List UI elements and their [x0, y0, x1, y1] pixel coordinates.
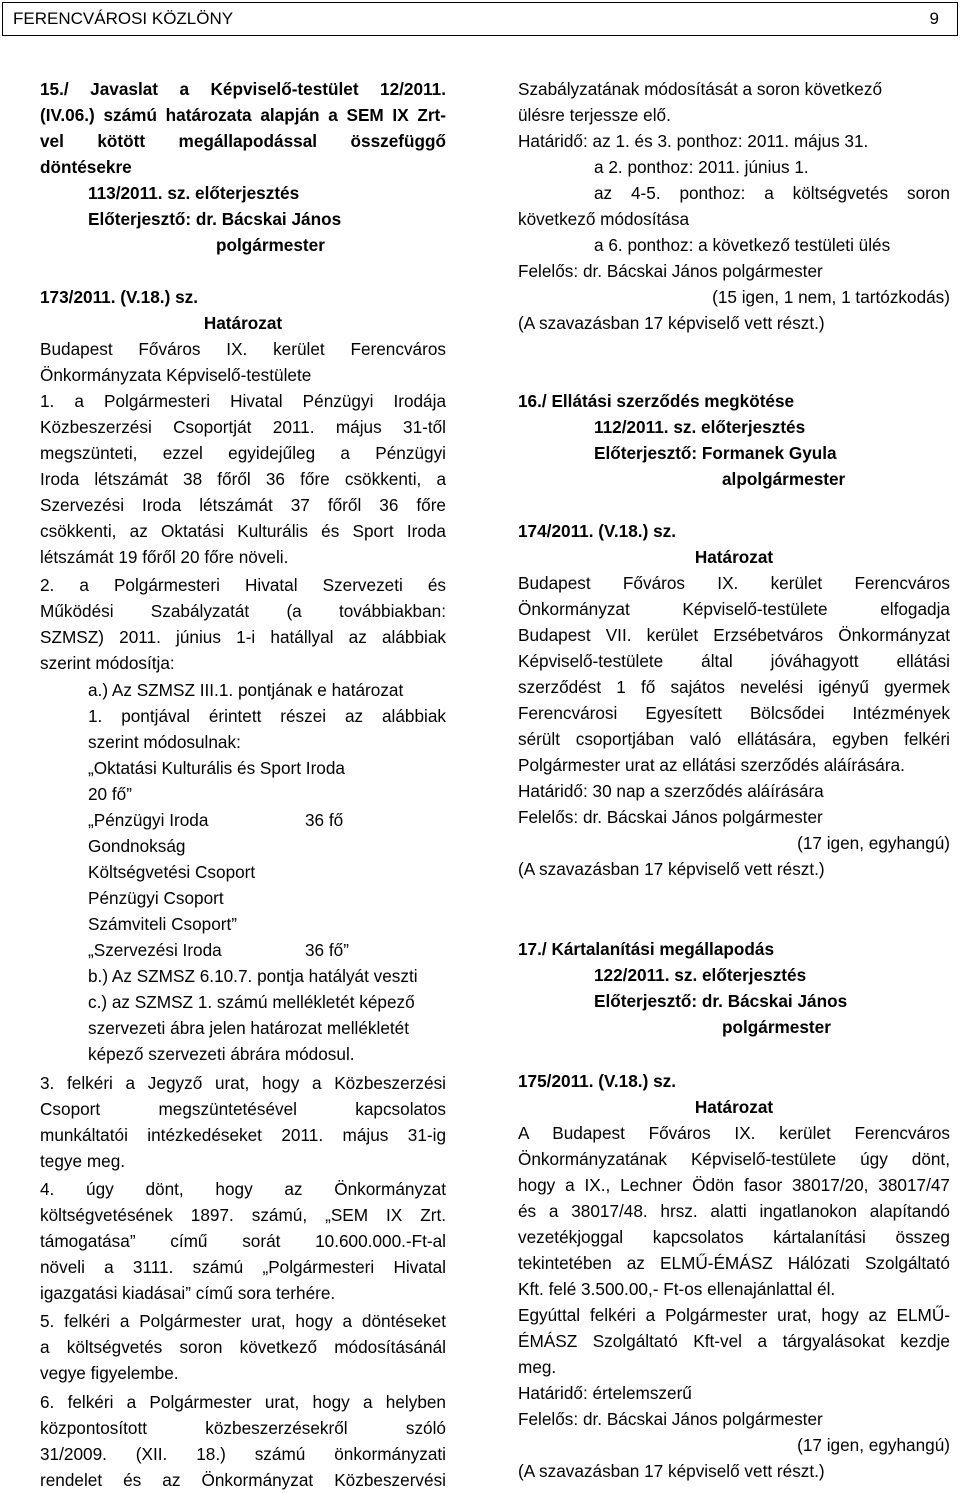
resolution-number: 174/2011. (V.18.) sz.: [518, 521, 676, 541]
resolution-heading: Határozat: [694, 1097, 774, 1117]
paragraph-line: ülésre terjessze elő.: [518, 105, 671, 125]
paragraph-line: rendelet és az Önkormányzat Közbeszervési: [40, 1470, 446, 1490]
quoted-line: 20 fő”: [88, 784, 132, 804]
publication-title: FERENCVÁROSI KÖZLÖNY: [13, 9, 234, 28]
paragraph-line: b.) Az SZMSZ 6.10.7. pontja hatályát veszti: [88, 966, 418, 986]
responsible-line: Felelős: dr. Bácskai János polgármester: [518, 807, 823, 827]
paragraph-line: ÉMÁSZ Szolgáltató Kft-vel a tárgyalásokat kezdje: [518, 1331, 950, 1351]
paragraph-line: Önkormányzat Képviselő-testülete elfogadja: [518, 599, 950, 619]
paragraph-line: Polgármester urat az ellátási szerződés aláírására.: [518, 755, 905, 775]
agenda-item-15-title: (IV.06.) számú határozata alapján a SEM IX Zrt-: [40, 105, 446, 125]
agenda-item-16-title: 16./ Ellátási szerződés megkötése: [518, 391, 795, 411]
paragraph-line: hogy a IX., Lechner Ödön fasor 38017/20, 38017/47: [518, 1175, 950, 1195]
staff-count: 36 fő: [305, 810, 344, 830]
deadline-line: Határidő: értelemszerű: [518, 1383, 692, 1403]
paragraph-line: 31/2009. (XII. 18.) számú önkormányzati: [40, 1444, 446, 1464]
quoted-line: Pénzügyi Csoport: [88, 888, 224, 908]
paragraph-line: vegye figyelembe.: [40, 1363, 179, 1383]
paragraph-line: 1. pontjával érintett részei az alábbiak: [88, 706, 446, 726]
resolution-number: 175/2011. (V.18.) sz.: [518, 1071, 676, 1091]
paragraph-line: Budapest VII. kerület Erzsébetváros Önkormányzat: [518, 625, 950, 645]
page-number: 9: [929, 9, 939, 28]
proposer: Előterjesztő: dr. Bácskai János: [594, 991, 848, 1011]
paragraph-line: megszünteti, ezzel egyidejűleg a Pénzügyi: [40, 443, 446, 463]
quoted-line: Számviteli Csoport”: [88, 914, 237, 934]
page-header: [2, 2, 958, 36]
proposal-number: 122/2011. sz. előterjesztés: [594, 965, 807, 985]
paragraph-line: a.) Az SZMSZ III.1. pontjának e határozat: [88, 680, 404, 700]
paragraph-line: Egyúttal felkéri a Polgármester urat, hogy az ELMŰ-: [518, 1305, 950, 1325]
paragraph-line: meg.: [518, 1357, 557, 1377]
paragraph-line: 4. úgy dönt, hogy az Önkormányzat: [40, 1179, 446, 1199]
resolution-number: 173/2011. (V.18.) sz.: [40, 287, 198, 307]
paragraph-line: 5. felkéri a Polgármester urat, hogy a döntéseket: [40, 1311, 446, 1331]
paragraph-line: Működési Szabályzatát (a továbbiakban:: [40, 601, 446, 621]
deadline-line: az 4-5. ponthoz: a költségvetés soron: [594, 183, 950, 203]
paragraph-line: szerződést 1 fő sajátos nevelési igényű gyermek: [518, 677, 950, 697]
proposer-title: polgármester: [216, 235, 325, 255]
paragraph-line: szerint módosulnak:: [88, 732, 241, 752]
paragraph-line: Ferencvárosi Egyesített Bölcsődei Intézmények: [518, 703, 950, 723]
paragraph-line: költségvetésének 1897. számú, „SEM IX Zrt.: [40, 1205, 446, 1225]
agenda-item-15-title: vel kötött megállapodással összefüggő: [40, 131, 446, 151]
paragraph-line: Budapest Főváros IX. kerület Ferencváros: [518, 573, 950, 593]
paragraph-line: szervezeti ábra jelen határozat mellékletét: [88, 1018, 409, 1038]
unit-name: „Pénzügyi Iroda: [88, 810, 209, 830]
paragraph-line: SZMSZ) 2011. június 1-i hatállyal az alábbiak: [40, 627, 446, 647]
deadline-line: a 6. ponthoz: a következő testületi ülés: [594, 235, 891, 255]
paragraph-line: igazgatási kiadásai” című sora terhére.: [40, 1283, 336, 1303]
paragraph-line: sérült csoportjában való ellátására, egyben felkéri: [518, 729, 950, 749]
paragraph-line: támogatása” című sorát 10.600.000.-Ft-al: [40, 1231, 446, 1251]
vote-participants: (A szavazásban 17 képviselő vett részt.): [518, 1461, 825, 1481]
proposer-title: polgármester: [722, 1017, 831, 1037]
quoted-line: „Oktatási Kulturális és Sport Iroda: [88, 758, 345, 778]
paragraph-line: 6. felkéri a Polgármester urat, hogy a helyben: [40, 1392, 446, 1412]
paragraph-line: 3. felkéri a Jegyző urat, hogy a Közbeszerzési: [40, 1073, 446, 1093]
vote-participants: (A szavazásban 17 képviselő vett részt.): [518, 859, 825, 879]
deadline-line: a 2. ponthoz: 2011. június 1.: [594, 157, 809, 177]
paragraph-line: Csoport megszüntetésével kapcsolatos: [40, 1099, 446, 1119]
paragraph-line: munkáltatói intézkedéseket 2011. május 31-ig: [40, 1125, 446, 1145]
resolution-heading: Határozat: [694, 547, 774, 567]
paragraph-line: Iroda létszámát 38 főről 36 főre csökkenti, a: [40, 469, 446, 489]
paragraph-line: Önkormányzata Képviselő-testülete: [40, 365, 312, 385]
vote-result: (17 igen, egyhangú): [797, 833, 950, 853]
paragraph-line: képező szervezeti ábrára módosul.: [88, 1044, 355, 1064]
paragraph-line: vezetékjoggal kapcsolatos kártalanítási összeg: [518, 1227, 950, 1247]
paragraph-line: Szervezési Iroda létszámát 37 főről 36 főre: [40, 495, 446, 515]
paragraph-line: 2. a Polgármesteri Hivatal Szervezeti és: [40, 575, 446, 595]
paragraph-line: és a 38017/48. hrsz. alatti ingatlanokon alapítandó: [518, 1201, 950, 1221]
agenda-item-15-title: döntésekre: [40, 157, 132, 177]
paragraph-line: tegye meg.: [40, 1151, 126, 1171]
paragraph-line: c.) az SZMSZ 1. számú mellékletét képező: [88, 992, 415, 1012]
vote-participants: (A szavazásban 17 képviselő vett részt.): [518, 313, 825, 333]
vote-result: (17 igen, egyhangú): [797, 1435, 950, 1455]
vote-result: (15 igen, 1 nem, 1 tartózkodás): [712, 287, 950, 307]
proposer-title: alpolgármester: [722, 469, 846, 489]
paragraph-line: 1. a Polgármesteri Hivatal Pénzügyi Irodája: [40, 391, 446, 411]
paragraph-line: szerint módosítja:: [40, 653, 175, 673]
paragraph-line: csökkenti, az Oktatási Kulturális és Sport Iroda: [40, 521, 446, 541]
quoted-line: Költségvetési Csoport: [88, 862, 256, 882]
paragraph-line: Budapest Főváros IX. kerület Ferencváros: [40, 339, 446, 359]
proposal-number: 112/2011. sz. előterjesztés: [594, 417, 806, 437]
deadline-line: Határidő: 30 nap a szerződés aláírására: [518, 781, 824, 801]
unit-name: „Szervezési Iroda: [88, 940, 222, 960]
paragraph-line: Szabályzatának módosítását a soron következő: [518, 79, 883, 99]
quoted-line: Gondnokság: [88, 836, 186, 856]
paragraph-line: A Budapest Főváros IX. kerület Ferencváros: [518, 1123, 950, 1143]
quoted-line: [88, 937, 446, 963]
paragraph-line: Képviselő-testülete által jóváhagyott ellátási: [518, 651, 950, 671]
paragraph-line: tekintetében az ELMŰ-ÉMÁSZ Hálózati Szolgáltató: [518, 1253, 950, 1273]
paragraph-line: a költségvetés soron következő módosításánál: [40, 1337, 446, 1357]
quoted-line: [88, 807, 446, 833]
paragraph-line: Önkormányzatának Képviselő-testülete úgy dönt,: [518, 1149, 950, 1169]
paragraph-line: központosított közbeszerzésekről szóló: [40, 1418, 446, 1438]
deadline-line: Határidő: az 1. és 3. ponthoz: 2011. május 31.: [518, 131, 869, 151]
deadline-line: következő módosítása: [518, 209, 690, 229]
resolution-heading: Határozat: [203, 313, 283, 333]
staff-count: 36 fő”: [305, 940, 349, 960]
responsible-line: Felelős: dr. Bácskai János polgármester: [518, 1409, 823, 1429]
proposer: Előterjesztő: Formanek Gyula: [594, 443, 837, 463]
proposer: Előterjesztő: dr. Bácskai János: [88, 209, 342, 229]
agenda-item-17-title: 17./ Kártalanítási megállapodás: [518, 939, 775, 959]
proposal-number: 113/2011. sz. előterjesztés: [88, 183, 300, 203]
responsible-line: Felelős: dr. Bácskai János polgármester: [518, 261, 823, 281]
paragraph-line: létszámát 19 főről 20 főre növeli.: [40, 547, 289, 567]
paragraph-line: Közbeszerzési Csoportját 2011. május 31-től: [40, 417, 446, 437]
paragraph-line: növeli a 3111. számú „Polgármesteri Hivatal: [40, 1257, 446, 1277]
agenda-item-15-title: 15./ Javaslat a Képviselő-testület 12/2011.: [40, 79, 446, 99]
paragraph-line: Kft. felé 3.500.00,- Ft-os ellenajánlattal él.: [518, 1279, 836, 1299]
